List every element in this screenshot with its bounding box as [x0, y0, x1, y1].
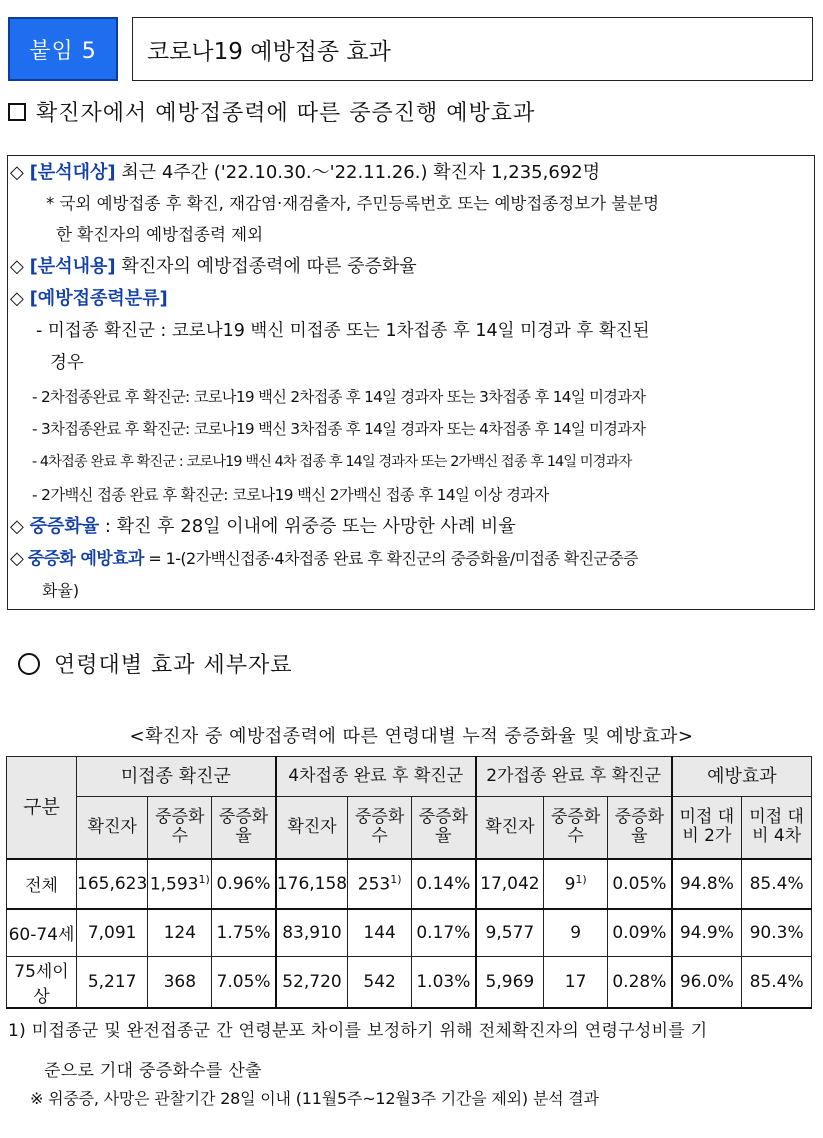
table-cell: 85.4% [742, 957, 812, 1009]
attachment-badge: 붙임 5 [8, 17, 118, 81]
info-line-effect-cont: 화율) [42, 581, 80, 600]
footnote-1-cont: 준으로 기대 중증화수를 산출 [44, 1061, 262, 1081]
info-label: [분석대상] [29, 162, 116, 183]
footnote-mark: 1) [390, 872, 402, 886]
table-cell: 165,623 [77, 859, 148, 909]
table-cell: 144 [348, 909, 412, 957]
table-cell: 52,720 [276, 957, 348, 1009]
table-cell: 0.14% [412, 859, 476, 909]
table-cell: 0.09% [608, 909, 672, 957]
class-dose2: - 2차접종완료 후 확진군: 코로나19 백신 2차접종 후 14일 경과자 또는 3차접종 후 14일 미경과자 [32, 388, 646, 406]
cell-value: 1,593 [149, 874, 199, 895]
info-text: = 1-(2가백신접종·4차접종 완료 후 확진군의 중증화율/미접종 확진군중증 [148, 549, 638, 568]
col-header-severe-rate: 중증화율 [608, 797, 672, 859]
cell-value: 9 [564, 874, 576, 895]
group-header-bivalent: 2가접종 완료 후 확진군 [476, 757, 672, 797]
table-cell: 94.8% [672, 859, 742, 909]
col-header-severe-rate: 중증화율 [412, 797, 476, 859]
table-row [7, 859, 812, 909]
table-cell [544, 859, 608, 909]
footnote-2: ※ 위중증, 사망은 관찰기간 28일 이내 (11월5주~12월3주 기간을 제외) 분석 결과 [30, 1089, 599, 1108]
table-cell: 90.3% [742, 909, 812, 957]
col-header-severe-count: 중증화수 [544, 797, 608, 859]
col-header-effect-bivalent: 미접 대비 2가 [672, 797, 742, 859]
group-header-unvaccinated: 미접종 확진군 [77, 757, 276, 797]
diamond-icon: ◇ [10, 548, 24, 569]
diamond-icon: ◇ [10, 162, 24, 183]
class-dose3: - 3차접종완료 후 확진군: 코로나19 백신 3차접종 후 14일 경과자 또는 4차접종 후 14일 미경과자 [32, 420, 646, 438]
diamond-icon: ◇ [10, 256, 24, 277]
cell-value: 253 [357, 874, 391, 895]
group-header-effect: 예방효과 [672, 757, 812, 797]
info-line-content [10, 252, 417, 283]
table-cell: 17 [544, 957, 608, 1009]
table-cell [148, 859, 212, 909]
table-cell: 176,158 [276, 859, 348, 909]
table-cell: 7.05% [212, 957, 276, 1009]
info-label: [분석내용] [29, 256, 116, 277]
page-title-text: 코로나19 예방접종 효과 [147, 38, 391, 65]
diamond-icon: ◇ [10, 516, 24, 537]
table-cell: 9 [544, 909, 608, 957]
info-footnote-cont: 한 확진자의 예방접종력 제외 [56, 225, 264, 244]
info-line-classification [10, 284, 168, 315]
table-cell: 1.03% [412, 957, 476, 1009]
analysis-info-box [7, 155, 815, 610]
info-text: 최근 4주간 ('22.10.30.～'22.11.26.) 확진자 1,235,692명 [121, 162, 601, 183]
table-cell: 7,091 [77, 909, 148, 957]
row-label: 전체 [7, 859, 77, 909]
table-cell: 94.9% [672, 909, 742, 957]
info-text: 확진자의 예방접종력에 따른 중증화율 [121, 256, 417, 277]
group-header-dose4: 4차접종 완료 후 확진군 [276, 757, 476, 797]
row-label: 75세이상 [7, 957, 77, 1009]
col-header-severe-count: 중증화수 [348, 797, 412, 859]
col-header-cases: 확진자 [476, 797, 544, 859]
subsection-heading-text: 연령대별 효과 세부자료 [54, 653, 293, 678]
info-text: : 확진 후 28일 이내에 위중증 또는 사망한 사례 비율 [104, 516, 516, 537]
table-cell: 5,969 [476, 957, 544, 1009]
table-cell: 542 [348, 957, 412, 1009]
table-cell: 17,042 [476, 859, 544, 909]
table-cell: 5,217 [77, 957, 148, 1009]
subsection-heading [18, 648, 293, 679]
info-line-target [10, 158, 600, 189]
col-header-effect-dose4: 미접 대비 4차 [742, 797, 812, 859]
table-cell: 124 [148, 909, 212, 957]
section-heading-text: 확진자에서 예방접종력에 따른 중증진행 예방효과 [36, 101, 536, 126]
footnote-1: 1) 미접종군 및 완전접종군 간 연령분포 차이를 보정하기 위해 전체확진자의 연령구성비를 기 [8, 1021, 708, 1041]
table-cell: 0.96% [212, 859, 276, 909]
col-header-cases: 확진자 [276, 797, 348, 859]
info-label: 중증화 예방효과 [27, 549, 144, 569]
table-row [7, 957, 812, 1009]
page-title [132, 17, 813, 81]
table-cell: 9,577 [476, 909, 544, 957]
info-line-severity [10, 512, 516, 543]
footnote-mark: 1) [198, 872, 210, 886]
footnote-mark: 1) [575, 872, 587, 886]
col-header-group: 구분 [7, 757, 77, 859]
table-caption: <확진자 중 예방접종력에 따른 연령대별 누적 중증화율 및 예방효과> [129, 726, 694, 747]
class-bivalent: - 2가백신 접종 완료 후 확진군: 코로나19 백신 2가백신 접종 후 14일 이상 경과자 [32, 486, 549, 504]
table-cell: 0.05% [608, 859, 672, 909]
table-row [7, 909, 812, 957]
diamond-icon: ◇ [10, 288, 24, 309]
col-header-severe-rate: 중증화율 [212, 797, 276, 859]
class-unvaccinated: - 미접종 확진군 : 코로나19 백신 미접종 또는 1차접종 후 14일 미경과 후 확진된 [36, 321, 650, 341]
info-label: 중증화율 [29, 516, 100, 537]
table-cell: 0.28% [608, 957, 672, 1009]
col-header-severe-count: 중증화수 [148, 797, 212, 859]
table-cell: 0.17% [412, 909, 476, 957]
class-dose4: - 4차접종 완료 후 확진군 : 코로나19 백신 4차 접종 후 14일 경과자 또는 2가백신 접종 후 14일 미경과자 [32, 454, 632, 470]
class-unvaccinated-cont: 경우 [50, 353, 84, 373]
table-cell: 83,910 [276, 909, 348, 957]
table-cell: 85.4% [742, 859, 812, 909]
info-line-effect [10, 544, 638, 575]
table-cell [348, 859, 412, 909]
info-footnote: * 국외 예방접종 후 확진, 재감염·재검출자, 주민등록번호 또는 예방접종정보가 불분명 [46, 194, 660, 213]
circle-bullet-icon [18, 653, 40, 675]
table-cell: 1.75% [212, 909, 276, 957]
info-label: [예방접종력분류] [29, 288, 168, 309]
section-heading [8, 96, 535, 127]
col-header-cases: 확진자 [77, 797, 148, 859]
square-bullet-icon [8, 103, 26, 121]
table-cell: 368 [148, 957, 212, 1009]
data-table [6, 756, 812, 1009]
row-label: 60-74세 [7, 909, 77, 957]
table-cell: 96.0% [672, 957, 742, 1009]
